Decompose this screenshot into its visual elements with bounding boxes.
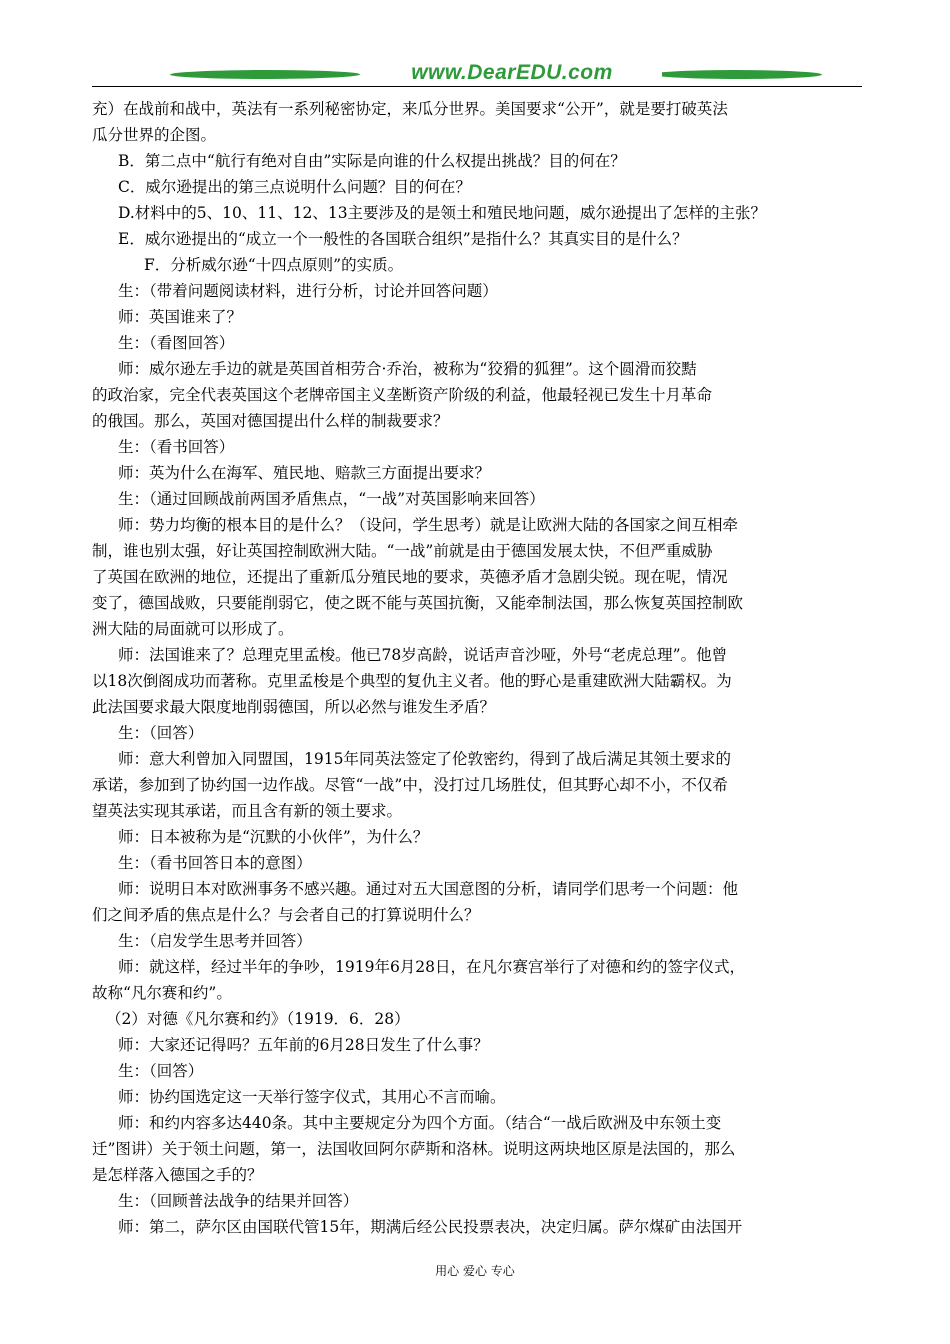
header-swoosh-left-decoration [168, 70, 362, 79]
text-line: 充）在战前和战中，英法有一系列秘密协定，来瓜分世界。美国要求“公开”，就是要打破英法 [92, 100, 728, 118]
text-line: 生：（回答） [118, 724, 204, 742]
text-line: D.材料中的5、10、11、12、13主要涉及的是领土和殖民地问题，威尔逊提出了怎样的主张？ [118, 204, 767, 222]
text-line: 生：（看书回答日本的意图） [118, 854, 312, 872]
text-line: 制，谁也别太强，好让英国控制欧洲大陆。“一战”前就是由于德国发展太快，不但严重威胁 [92, 542, 713, 560]
text-line: 望英法实现其承诺，而且含有新的领土要求。 [92, 802, 403, 820]
text-line: F．分析威尔逊“十四点原则”的实质。 [144, 256, 404, 274]
text-line: 承诺，参加到了协约国一边作战。尽管“一战”中，没打过几场胜仗，但其野心却不小，不仅希 [92, 776, 728, 794]
text-line: 师：势力均衡的根本目的是什么？（设问，学生思考）就是让欧洲大陆的各国家之间互相牵 [118, 516, 739, 534]
text-line: 此法国要求最大限度地削弱德国，所以必然与谁发生矛盾？ [92, 698, 496, 716]
text-line: 们之间矛盾的焦点是什么？与会者自己的打算说明什么？ [92, 906, 480, 924]
text-line: 是怎样落入德国之手的？ [92, 1166, 263, 1184]
text-line: 的政治家，完全代表英国这个老牌帝国主义垄断资产阶级的利益，他最轻视已发生十月革命 [92, 386, 713, 404]
text-line: 师：威尔逊左手边的就是英国首相劳合·乔治，被称为“狡猾的狐狸”。这个圆滑而狡黠 [118, 360, 697, 378]
text-line: 生：（带着问题阅读材料，进行分析，讨论并回答问题） [118, 282, 498, 300]
text-line: 生：（回答） [118, 1062, 204, 1080]
text-line: 师：协约国选定这一天举行签字仪式，其用心不言而喻。 [118, 1088, 506, 1106]
page-footer: 用心 爱心 专心 [435, 1264, 515, 1278]
text-line: 师：英为什么在海军、殖民地、赔款三方面提出要求？ [118, 464, 491, 482]
text-line: 瓜分世界的企图。 [92, 126, 217, 144]
text-line: 师：和约内容多达440条。其中主要规定分为四个方面。（结合“一战后欧洲及中东领土变 [118, 1114, 722, 1132]
header-rule [92, 86, 862, 87]
text-line: 师：大家还记得吗？五年前的6月28日发生了什么事？ [118, 1036, 489, 1054]
text-line: 故称“凡尔赛和约”。 [92, 984, 232, 1002]
text-line: 的俄国。那么，英国对德国提出什么样的制裁要求？ [92, 412, 449, 430]
text-line: 师：日本被称为是“沉默的小伙伴”，为什么？ [118, 828, 429, 846]
text-line: 生：（回顾普法战争的结果并回答） [118, 1192, 359, 1210]
text-line: 师：法国谁来了？总理克里孟梭。他已78岁高龄，说话声音沙哑，外号“老虎总理”。他曾 [118, 646, 728, 664]
text-line: 师：英国谁来了？ [118, 308, 243, 326]
text-line: 生：（看图回答） [118, 334, 235, 352]
text-line: 生：（通过回顾战前两国矛盾焦点，“一战”对英国影响来回答） [118, 490, 545, 508]
text-line: C．威尔逊提出的第三点说明什么问题？目的何在？ [118, 178, 471, 196]
header-logo: www.DearEDU.com [362, 61, 662, 85]
header-swoosh-right-decoration [650, 70, 824, 79]
text-line: 师：说明日本对欧洲事务不感兴趣。通过对五大国意图的分析，请同学们思考一个问题：他 [118, 880, 739, 898]
text-line: 以18次倒阁成功而著称。克里孟梭是个典型的复仇主义者。他的野心是重建欧洲大陆霸权。为 [92, 672, 732, 690]
text-line: 师：第二，萨尔区由国联代管15年，期满后经公民投票表决，决定归属。萨尔煤矿由法国开 [118, 1218, 743, 1236]
text-line: 师：就这样，经过半年的争吵，1919年6月28日，在凡尔赛宫举行了对德和约的签字仪式， [118, 958, 746, 976]
text-line: 师：意大利曾加入同盟国，1915年同英法签定了伦敦密约，得到了战后满足其领土要求的 [118, 750, 731, 768]
text-line: 迁”图讲）关于领土问题，第一，法国收回阿尔萨斯和洛林。说明这两块地区原是法国的，那么 [92, 1140, 736, 1158]
text-line: B．第二点中“航行有绝对自由”实际是向谁的什么权提出挑战？目的何在？ [118, 152, 626, 170]
text-line: 变了，德国战败，只要能削弱它，使之既不能与英国抗衡，又能牵制法国，那么恢复英国控制欧 [92, 594, 744, 612]
text-line: 洲大陆的局面就可以形成了。 [92, 620, 294, 638]
text-line: E．威尔逊提出的“成立一个一般性的各国联合组织”是指什么？其真实目的是什么？ [118, 230, 688, 248]
document-body [92, 96, 862, 1240]
page-header [92, 56, 862, 90]
section-heading: （2）对德《凡尔赛和约》（1919．6．28） [106, 1010, 410, 1028]
text-line: 生：（看书回答） [118, 438, 235, 456]
text-line: 生：（启发学生思考并回答） [118, 932, 312, 950]
text-line: 了英国在欧洲的地位，还提出了重新瓜分殖民地的要求，英德矛盾才急剧尖锐。现在呢，情况 [92, 568, 728, 586]
